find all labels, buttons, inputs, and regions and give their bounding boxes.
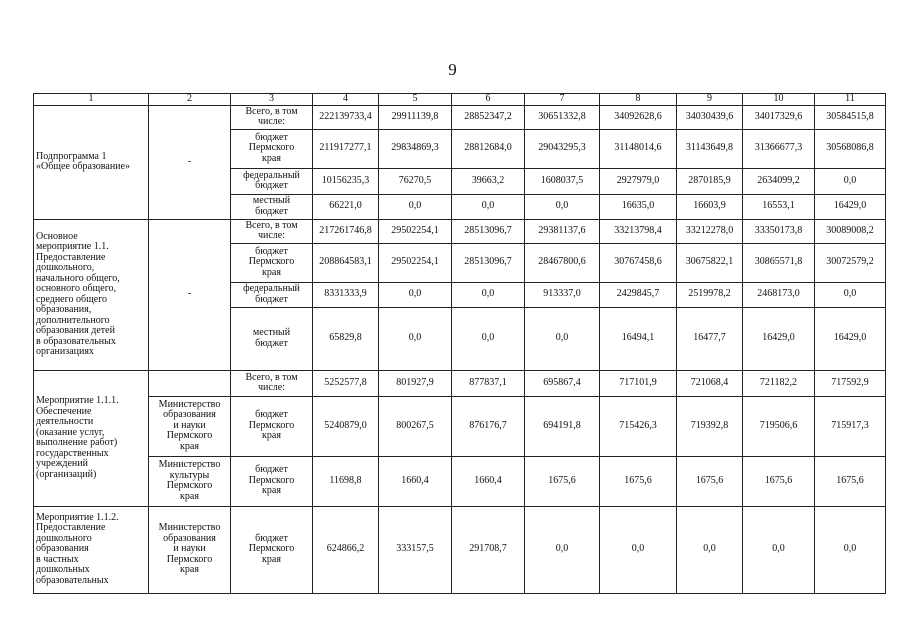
header-cell: 3	[231, 94, 313, 106]
amount-cell: 30584515,8	[815, 105, 886, 129]
amount-cell: 30089008,2	[815, 219, 886, 243]
measure-description-line: учреждений	[36, 458, 88, 469]
measure-description-line: дошкольного	[36, 532, 92, 544]
amount-cell: 721182,2	[743, 370, 815, 396]
funding-source-line: края	[262, 152, 281, 164]
executor-line: Пермского	[166, 480, 213, 491]
header-cell: 5	[379, 94, 452, 106]
funding-source-line: местный	[252, 327, 291, 338]
amount-cell: 30767458,6	[600, 243, 677, 282]
table-row	[34, 219, 886, 243]
funding-source-line: Всего, в том	[245, 105, 298, 117]
measure-description-line: дополнительного	[36, 314, 110, 326]
amount-cell: 30072579,2	[815, 243, 886, 282]
amount-cell: 33350173,8	[743, 219, 815, 243]
amount-cell: 1675,6	[600, 456, 677, 506]
funding-source-cell	[231, 506, 313, 593]
amount-cell: 719392,8	[677, 396, 743, 456]
amount-cell: 211917277,1	[313, 129, 379, 168]
funding-source-line: бюджет	[255, 409, 288, 421]
amount-cell: 1660,4	[452, 456, 525, 506]
amount-cell: 2519978,2	[677, 282, 743, 307]
funding-source-cell	[231, 219, 313, 243]
amount-cell: 721068,4	[677, 370, 743, 396]
funding-source-line: местный	[252, 195, 291, 206]
measure-description-line: мероприятие 1.1.	[36, 241, 109, 252]
table-row	[34, 456, 886, 506]
amount-cell: 28513096,7	[452, 243, 525, 282]
amount-cell: 16429,0	[815, 194, 886, 219]
executor-line: Министерство	[158, 522, 221, 534]
amount-cell: 1675,6	[815, 456, 886, 506]
table-row	[34, 105, 886, 129]
funding-source-line: федеральный	[243, 169, 300, 181]
header-cell: 7	[525, 94, 600, 106]
funding-source-line: Пермского	[248, 474, 295, 486]
measure-description-line: Обеспечение	[36, 405, 92, 417]
executor-line: -	[187, 155, 192, 167]
measure-description-line: в частных	[36, 553, 79, 565]
amount-cell: 333157,5	[379, 506, 452, 593]
measure-description-line: Предоставление	[36, 522, 106, 534]
measure-description-line: начального общего,	[36, 272, 120, 284]
measure-description-line: Подпрограмма 1	[36, 150, 107, 162]
header-cell: 1	[34, 94, 149, 106]
measure-description-line: (организаций)	[36, 468, 97, 480]
amount-cell: 33212278,0	[677, 219, 743, 243]
executor-line: образования	[163, 409, 216, 421]
amount-cell: 8331333,9	[313, 282, 379, 307]
executor-line: Пермского	[166, 553, 213, 565]
amount-cell: 28852347,2	[452, 105, 525, 129]
amount-cell: 29043295,3	[525, 129, 600, 168]
funding-source-line: Всего, в том	[245, 219, 298, 231]
funding-source-line: бюджет	[255, 532, 288, 544]
funding-source-line: числе:	[257, 230, 286, 241]
measure-description-line: образовательных	[36, 574, 109, 586]
measure-description-cell	[34, 506, 149, 593]
amount-cell: 877837,1	[452, 370, 525, 396]
amount-cell: 16494,1	[600, 307, 677, 370]
amount-cell: 2468173,0	[743, 282, 815, 307]
header-cell: 6	[452, 94, 525, 106]
executor-cell	[149, 219, 231, 370]
measure-description-cell	[34, 219, 149, 370]
amount-cell: 16429,0	[815, 307, 886, 370]
amount-cell: 0,0	[452, 307, 525, 370]
amount-cell: 719506,6	[743, 396, 815, 456]
amount-cell: 2429845,7	[600, 282, 677, 307]
measure-description-cell	[34, 105, 149, 219]
amount-cell: 0,0	[525, 307, 600, 370]
table-row	[34, 370, 886, 396]
measure-description-line: дошкольных	[36, 564, 90, 576]
amount-cell: 2927979,0	[600, 168, 677, 194]
measure-description-line: «Общее образование»	[36, 161, 130, 172]
amount-cell: 0,0	[815, 506, 886, 593]
amount-cell: 0,0	[743, 506, 815, 593]
funding-source-line: края	[262, 266, 281, 278]
executor-line: и науки	[173, 419, 206, 431]
amount-cell: 1675,6	[743, 456, 815, 506]
amount-cell: 695867,4	[525, 370, 600, 396]
amount-cell: 0,0	[815, 168, 886, 194]
amount-cell: 11698,8	[313, 456, 379, 506]
amount-cell: 31148014,6	[600, 129, 677, 168]
executor-line: Министерство	[158, 398, 221, 410]
measure-description-line: среднего общего	[36, 293, 108, 305]
amount-cell: 16553,1	[743, 194, 815, 219]
executor-cell	[149, 105, 231, 219]
funding-source-cell	[231, 194, 313, 219]
amount-cell: 876176,7	[452, 396, 525, 456]
table-row	[34, 396, 886, 456]
amount-cell: 801927,9	[379, 370, 452, 396]
executor-line: и науки	[173, 543, 206, 555]
amount-cell: 291708,7	[452, 506, 525, 593]
amount-cell: 0,0	[525, 194, 600, 219]
amount-cell: 66221,0	[313, 194, 379, 219]
amount-cell: 16429,0	[743, 307, 815, 370]
amount-cell: 717101,9	[600, 370, 677, 396]
amount-cell: 34017329,6	[743, 105, 815, 129]
measure-description-line: Основное	[36, 230, 78, 242]
funding-source-cell	[231, 282, 313, 307]
executor-line: Пермского	[166, 430, 213, 442]
funding-source-line: бюджет	[255, 131, 288, 143]
amount-cell: 0,0	[379, 307, 452, 370]
budget-table	[33, 93, 886, 594]
executor-line: края	[180, 490, 199, 502]
measure-description-line: образования детей	[36, 325, 115, 336]
funding-source-cell	[231, 129, 313, 168]
header-cell: 10	[743, 94, 815, 106]
amount-cell: 1608037,5	[525, 168, 600, 194]
amount-cell: 0,0	[379, 282, 452, 307]
executor-line: края	[180, 440, 199, 452]
header-cell: 9	[677, 94, 743, 106]
amount-cell: 29834869,3	[379, 129, 452, 168]
measure-description-line: Предоставление	[36, 251, 106, 263]
executor-line: Министерство	[158, 459, 221, 470]
amount-cell: 0,0	[525, 506, 600, 593]
amount-cell: 5252577,8	[313, 370, 379, 396]
funding-source-line: Всего, в том	[245, 371, 298, 383]
amount-cell: 624866,2	[313, 506, 379, 593]
header-row	[34, 94, 886, 106]
amount-cell: 715426,3	[600, 396, 677, 456]
amount-cell: 29502254,1	[379, 219, 452, 243]
funding-source-line: бюджет	[255, 205, 288, 217]
funding-source-line: края	[262, 430, 281, 442]
header-cell: 2	[149, 94, 231, 106]
measure-description-line: Мероприятие 1.1.1.	[36, 395, 119, 406]
amount-cell: 34030439,6	[677, 105, 743, 129]
header-cell: 4	[313, 94, 379, 106]
page-number: 9	[448, 60, 457, 79]
funding-source-line: Пермского	[248, 142, 295, 154]
measure-description-line: образования	[36, 543, 89, 555]
funding-source-line: бюджет	[255, 245, 288, 257]
funding-source-cell	[231, 105, 313, 129]
amount-cell: 222139733,4	[313, 105, 379, 129]
executor-line: -	[187, 288, 192, 300]
measure-description-line: основного общего,	[36, 283, 117, 294]
measure-description-line: организациях	[36, 346, 94, 357]
funding-source-line: бюджет	[255, 464, 288, 476]
amount-cell: 30865571,8	[743, 243, 815, 282]
amount-cell: 1675,6	[525, 456, 600, 506]
funding-source-cell	[231, 396, 313, 456]
funding-source-cell	[231, 456, 313, 506]
measure-description-line: Мероприятие 1.1.2.	[36, 511, 119, 523]
header-cell: 8	[600, 94, 677, 106]
amount-cell: 29911139,8	[379, 105, 452, 129]
funding-source-line: числе:	[257, 116, 286, 127]
amount-cell: 29381137,6	[525, 219, 600, 243]
funding-source-cell	[231, 168, 313, 194]
funding-source-line: края	[262, 485, 281, 497]
executor-cell	[149, 506, 231, 593]
amount-cell: 217261746,8	[313, 219, 379, 243]
amount-cell: 34092628,6	[600, 105, 677, 129]
amount-cell: 31143649,8	[677, 129, 743, 168]
amount-cell: 717592,9	[815, 370, 886, 396]
amount-cell: 1675,6	[677, 456, 743, 506]
amount-cell: 28812684,0	[452, 129, 525, 168]
measure-description-line: выполнение работ)	[36, 437, 118, 448]
amount-cell: 800267,5	[379, 396, 452, 456]
executor-line: края	[180, 564, 199, 576]
amount-cell: 913337,0	[525, 282, 600, 307]
amount-cell: 10156235,3	[313, 168, 379, 194]
executor-cell	[149, 396, 231, 456]
funding-source-cell	[231, 370, 313, 396]
amount-cell: 1660,4	[379, 456, 452, 506]
funding-source-cell	[231, 243, 313, 282]
measure-description-line: (оказание услуг,	[36, 426, 105, 438]
amount-cell: 16603,9	[677, 194, 743, 219]
funding-source-line: бюджет	[255, 180, 288, 191]
amount-cell: 76270,5	[379, 168, 452, 194]
measure-description-cell	[34, 370, 149, 506]
amount-cell: 2634099,2	[743, 168, 815, 194]
executor-line: образования	[163, 532, 216, 544]
amount-cell: 0,0	[452, 194, 525, 219]
amount-cell: 0,0	[600, 506, 677, 593]
measure-description-line: в образовательных	[36, 335, 116, 347]
amount-cell: 30675822,1	[677, 243, 743, 282]
executor-cell	[149, 456, 231, 506]
amount-cell: 694191,8	[525, 396, 600, 456]
amount-cell: 208864583,1	[313, 243, 379, 282]
funding-source-cell	[231, 307, 313, 370]
executor-line: культуры	[169, 469, 210, 481]
amount-cell: 16635,0	[600, 194, 677, 219]
amount-cell: 30568086,8	[815, 129, 886, 168]
measure-description-line: деятельности	[36, 416, 94, 427]
funding-source-line: Пермского	[248, 419, 295, 431]
amount-cell: 39663,2	[452, 168, 525, 194]
funding-source-line: бюджет	[255, 337, 288, 349]
amount-cell: 31366677,3	[743, 129, 815, 168]
funding-source-line: края	[262, 553, 281, 565]
amount-cell: 28467800,6	[525, 243, 600, 282]
table-row	[34, 506, 886, 593]
executor-cell	[149, 370, 231, 396]
funding-source-line: бюджет	[255, 293, 288, 305]
amount-cell: 0,0	[677, 506, 743, 593]
amount-cell: 2870185,9	[677, 168, 743, 194]
amount-cell: 28513096,7	[452, 219, 525, 243]
amount-cell: 0,0	[379, 194, 452, 219]
funding-source-line: федеральный	[243, 283, 300, 294]
amount-cell: 5240879,0	[313, 396, 379, 456]
measure-description-line: образования,	[36, 304, 92, 315]
measure-description-line: государственных	[36, 447, 109, 459]
measure-description-line: дошкольного,	[36, 262, 95, 273]
funding-source-line: Пермского	[248, 256, 295, 268]
funding-source-line: Пермского	[248, 543, 295, 555]
amount-cell: 0,0	[452, 282, 525, 307]
amount-cell: 65829,8	[313, 307, 379, 370]
amount-cell: 16477,7	[677, 307, 743, 370]
header-cell: 11	[815, 94, 886, 106]
amount-cell: 30651332,8	[525, 105, 600, 129]
amount-cell: 29502254,1	[379, 243, 452, 282]
amount-cell: 715917,3	[815, 396, 886, 456]
amount-cell: 33213798,4	[600, 219, 677, 243]
amount-cell: 0,0	[815, 282, 886, 307]
funding-source-line: числе:	[257, 382, 286, 393]
